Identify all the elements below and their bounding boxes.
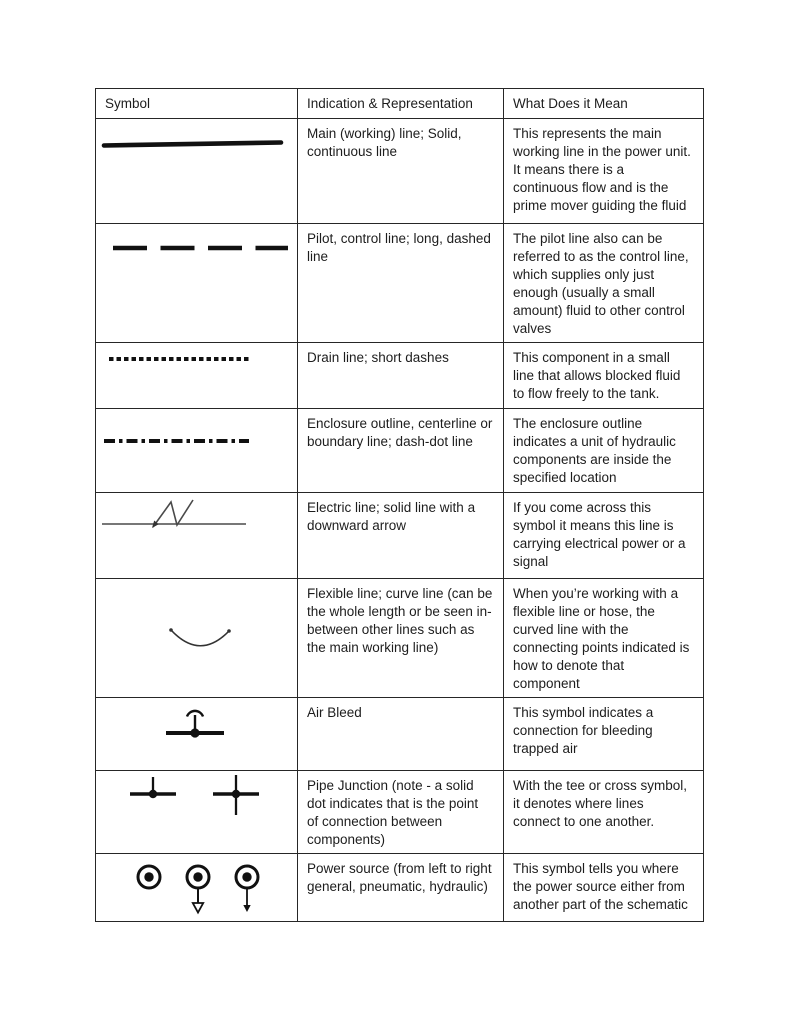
indication-cell: Pilot, control line; long, dashed line xyxy=(298,224,504,343)
symbol-cell xyxy=(96,409,298,493)
table-row xyxy=(96,771,704,854)
cross-junction-icon xyxy=(213,775,259,815)
short-dashed-line-icon xyxy=(96,343,294,408)
meaning-cell: With the tee or cross symbol, it denotes where lines connect to one another. xyxy=(504,771,704,854)
indication-cell: Pipe Junction (note - a solid dot indicates that is the point of connection between components) xyxy=(298,771,504,854)
table-row xyxy=(96,409,704,493)
air-bleed-icon xyxy=(96,698,294,770)
indication-cell: Air Bleed xyxy=(298,698,504,771)
meaning-cell: If you come across this symbol it means this line is carrying electrical power or a signal xyxy=(504,493,704,579)
column-header-meaning: What Does it Mean xyxy=(504,89,704,119)
electric-line-icon xyxy=(96,493,294,578)
table-row xyxy=(96,119,704,224)
table-row xyxy=(96,854,704,922)
symbol-cell xyxy=(96,493,298,579)
indication-cell: Flexible line; curve line (can be the whole length or be seen in-between other lines such as the main working line) xyxy=(298,579,504,698)
tee-junction-icon xyxy=(130,777,176,798)
meaning-cell: This symbol indicates a connection for bleeding trapped air xyxy=(504,698,704,771)
symbol-cell xyxy=(96,343,298,409)
power-source-general-icon xyxy=(138,866,160,888)
symbol-cell xyxy=(96,579,298,698)
table-row xyxy=(96,343,704,409)
meaning-cell: This represents the main working line in the power unit. It means there is a continuous flow and is the prime mover guiding the fluid xyxy=(504,119,704,224)
table-row xyxy=(96,698,704,771)
symbol-cell xyxy=(96,224,298,343)
meaning-cell: The enclosure outline indicates a unit of hydraulic components are inside the specified location xyxy=(504,409,704,493)
power-source-pneumatic-icon xyxy=(187,866,209,913)
dash-dot-line-icon xyxy=(96,409,294,492)
column-header-symbol: Symbol xyxy=(96,89,298,119)
meaning-cell: This component in a small line that allows blocked fluid to flow freely to the tank. xyxy=(504,343,704,409)
table-row xyxy=(96,579,704,698)
meaning-cell: This symbol tells you where the power source either from another part of the schematic xyxy=(504,854,704,922)
long-dashed-line-icon xyxy=(96,224,294,342)
power-source-icon xyxy=(96,854,294,921)
solid-line-icon xyxy=(96,119,294,223)
indication-cell: Power source (from left to right general, pneumatic, hydraulic) xyxy=(298,854,504,922)
indication-cell: Enclosure outline, centerline or boundary line; dash-dot line xyxy=(298,409,504,493)
pipe-junction-icon xyxy=(96,771,294,851)
power-source-hydraulic-icon xyxy=(236,866,258,912)
header-row xyxy=(96,89,704,119)
meaning-cell: The pilot line also can be referred to as the control line, which supplies only just enough (usually a small amount) fluid to other control valves xyxy=(504,224,704,343)
column-header-indication: Indication & Representation xyxy=(298,89,504,119)
symbol-reference-table xyxy=(95,88,704,922)
indication-cell: Electric line; solid line with a downward arrow xyxy=(298,493,504,579)
flexible-curve-line-icon xyxy=(96,579,294,695)
indication-cell: Main (working) line; Solid, continuous line xyxy=(298,119,504,224)
table-row xyxy=(96,493,704,579)
symbol-cell xyxy=(96,698,298,771)
symbol-cell xyxy=(96,771,298,854)
symbol-cell xyxy=(96,854,298,922)
meaning-cell: When you’re working with a flexible line or hose, the curved line with the connecting points indicated is how to denote that component xyxy=(504,579,704,698)
table-row xyxy=(96,224,704,343)
indication-cell: Drain line; short dashes xyxy=(298,343,504,409)
symbol-cell xyxy=(96,119,298,224)
